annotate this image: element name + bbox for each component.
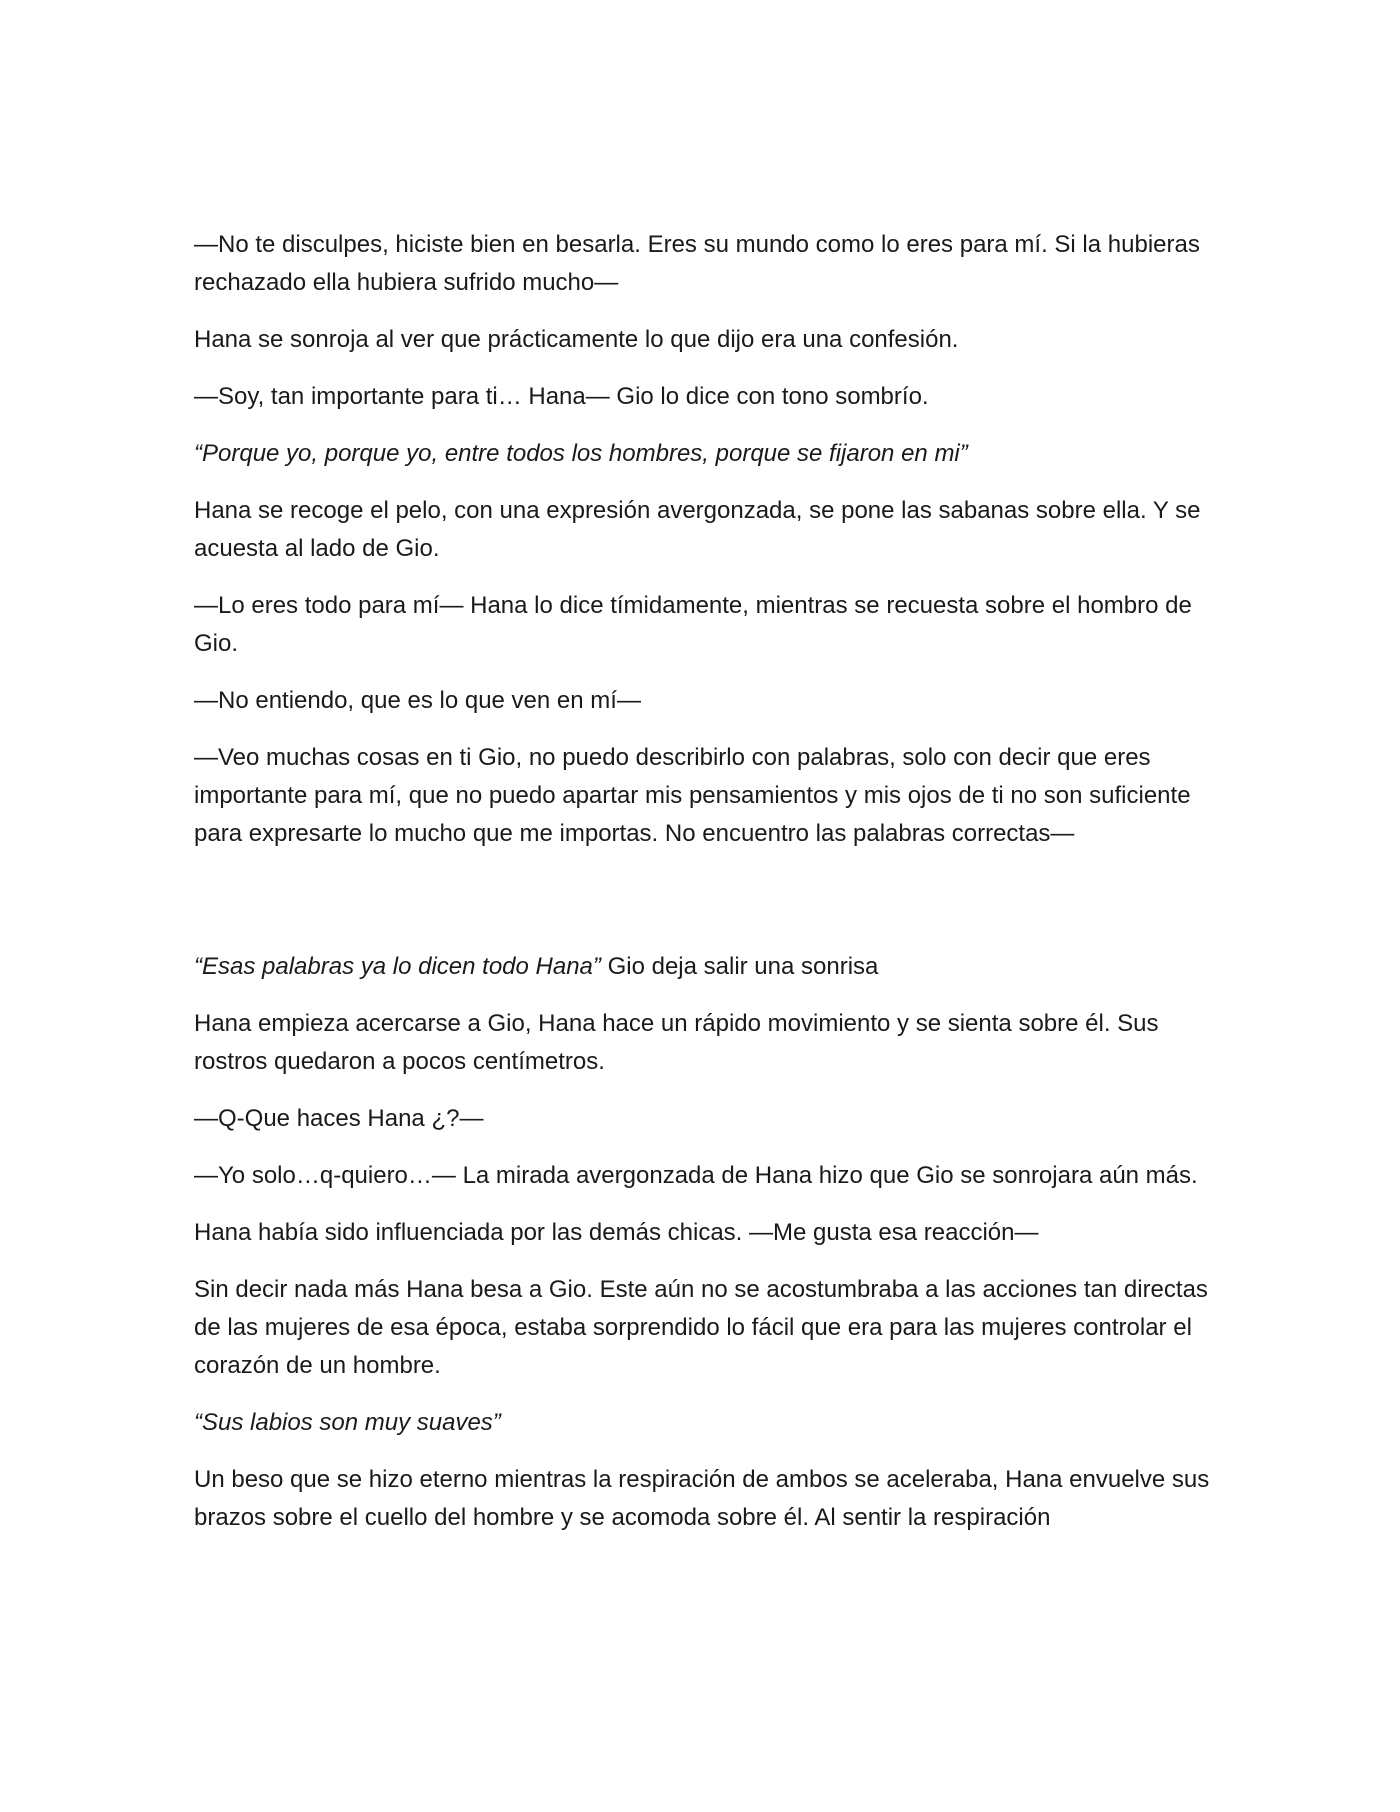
paragraph-thought: “Sus labios son muy suaves” (194, 1409, 501, 1436)
paragraph-narration: Sin decir nada más Hana besa a Gio. Este aún no se acostumbraba a las acciones tan directas de las mujeres de esa época, estaba sorprendido lo fácil que era para las mujeres controlar el corazón de un hombre. (194, 1276, 1208, 1379)
paragraph-dialogue: —Yo solo…q-quiero…— La mirada avergonzada de Hana hizo que Gio se sonrojara aún más. (194, 1162, 1198, 1189)
paragraph-narration: Hana se sonroja al ver que prácticamente lo que dijo era una confesión. (194, 326, 959, 353)
paragraph-mixed (194, 948, 1214, 986)
thought-quote: “Esas palabras ya lo dicen todo Hana” (194, 953, 601, 980)
paragraph-thought: “Porque yo, porque yo, entre todos los hombres, porque se fijaron en mi” (194, 440, 968, 467)
narration-tail: Gio deja salir una sonrisa (600, 953, 879, 980)
paragraph-dialogue: —No te disculpes, hiciste bien en besarla. Eres su mundo como lo eres para mí. Si la hubieras rechazado ella hubiera sufrido mucho— (194, 231, 1200, 296)
paragraph-narration: Hana se recoge el pelo, con una expresión avergonzada, se pone las sabanas sobre ella. Y se acuesta al lado de Gio. (194, 497, 1201, 562)
blank-line-gap (194, 872, 1214, 948)
text-column (194, 226, 1214, 1556)
paragraph-dialogue: —Lo eres todo para mí— Hana lo dice tímidamente, mientras se recuesta sobre el hombro de Gio. (194, 592, 1192, 657)
paragraph-dialogue: —Q-Que haces Hana ¿?— (194, 1105, 484, 1132)
paragraph-narration: Hana empieza acercarse a Gio, Hana hace un rápido movimiento y se sienta sobre él. Sus rostros quedaron a pocos centímetros. (194, 1010, 1159, 1075)
paragraph-narration: Hana había sido influenciada por las demás chicas. —Me gusta esa reacción— (194, 1219, 1039, 1246)
paragraph-dialogue: —No entiendo, que es lo que ven en mí— (194, 687, 641, 714)
paragraph-narration: Un beso que se hizo eterno mientras la respiración de ambos se aceleraba, Hana envuelve sus brazos sobre el cuello del hombre y se acomoda sobre él. Al sentir la respiración (194, 1466, 1210, 1531)
paragraph-dialogue: —Soy, tan importante para ti… Hana— Gio lo dice con tono sombrío. (194, 383, 929, 410)
paragraph-dialogue: —Veo muchas cosas en ti Gio, no puedo describirlo con palabras, solo con decir que eres importante para mí, que no puedo apartar mis pensamientos y mis ojos de ti no son suficiente para expresarte lo mucho que me importas. No encuentro las palabras correctas— (194, 744, 1191, 847)
